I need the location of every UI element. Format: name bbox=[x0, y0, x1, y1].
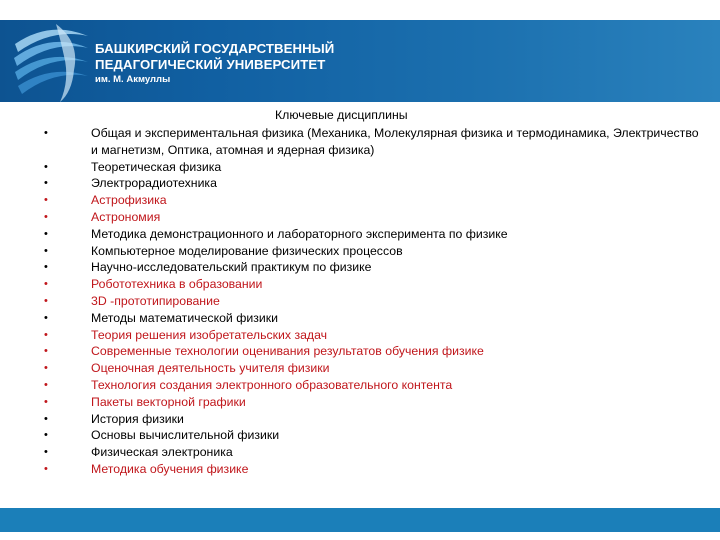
list-item bbox=[0, 159, 720, 176]
bullet-icon: • bbox=[44, 261, 48, 274]
bullet-icon: • bbox=[44, 395, 48, 408]
list-item bbox=[0, 209, 720, 226]
university-name-line2: ПЕДАГОГИЧЕСКИЙ УНИВЕРСИТЕТ bbox=[95, 57, 326, 72]
bullet-icon: • bbox=[44, 160, 48, 173]
list-item bbox=[0, 444, 720, 461]
footer-bar bbox=[0, 508, 720, 532]
list-item-text: 3D -прототипирование bbox=[91, 293, 220, 308]
university-name-line1: БАШКИРСКИЙ ГОСУДАРСТВЕННЫЙ bbox=[95, 41, 335, 56]
list-item-text: Астрономия bbox=[91, 209, 161, 224]
list-item bbox=[0, 125, 720, 159]
header-banner bbox=[0, 20, 720, 102]
list-item bbox=[0, 427, 720, 444]
bullet-icon: • bbox=[44, 446, 48, 459]
list-item-text: Теория решения изобретательских задач bbox=[91, 327, 328, 342]
bullet-icon: • bbox=[44, 378, 48, 391]
list-item bbox=[0, 343, 720, 360]
list-item-text: Компьютерное моделирование физических процессов bbox=[91, 243, 403, 258]
bullet-icon: • bbox=[44, 345, 48, 358]
list-item bbox=[0, 461, 720, 478]
list-item-text: Методы математической физики bbox=[91, 310, 278, 325]
list-item-text: История физики bbox=[91, 411, 184, 426]
list-item-text: Методика обучения физике bbox=[91, 461, 249, 476]
list-item bbox=[0, 327, 720, 344]
disciplines-list bbox=[0, 125, 720, 478]
list-item bbox=[0, 276, 720, 293]
bullet-icon: • bbox=[44, 412, 48, 425]
bullet-icon: • bbox=[44, 462, 48, 475]
list-item bbox=[0, 175, 720, 192]
list-item-text: Теоретическая физика bbox=[91, 159, 222, 174]
list-item bbox=[0, 293, 720, 310]
list-item bbox=[0, 411, 720, 428]
list-item-text: Физическая электроника bbox=[91, 445, 233, 460]
bullet-icon: • bbox=[44, 429, 48, 442]
slide-title: Ключевые дисциплины bbox=[275, 108, 408, 122]
list-item-text: Пакеты векторной графики bbox=[91, 394, 246, 409]
list-item bbox=[0, 377, 720, 394]
list-item bbox=[0, 394, 720, 411]
list-item bbox=[0, 310, 720, 327]
list-item bbox=[0, 192, 720, 209]
bullet-icon: • bbox=[44, 362, 48, 375]
list-item-text: Оценочная деятельность учителя физики bbox=[91, 361, 330, 376]
bullet-icon: • bbox=[44, 210, 48, 223]
list-item-text: Основы вычислительной физики bbox=[91, 428, 280, 443]
list-item-text: Робототехника в образовании bbox=[91, 277, 263, 292]
list-item bbox=[0, 226, 720, 243]
bullet-icon: • bbox=[44, 294, 48, 307]
bullet-icon: • bbox=[44, 194, 48, 207]
list-item-text: Электрорадиотехника bbox=[91, 176, 217, 191]
bullet-icon: • bbox=[44, 177, 48, 190]
bullet-icon: • bbox=[44, 311, 48, 324]
list-item-text: Технология создания электронного образовательного контента bbox=[91, 377, 453, 392]
bullet-icon: • bbox=[44, 328, 48, 341]
university-name-line3: им. М. Акмуллы bbox=[95, 74, 171, 85]
list-item-text: Современные технологии оценивания результатов обучения физике bbox=[91, 344, 484, 359]
list-item bbox=[0, 243, 720, 260]
list-item-text: Научно-исследовательский практикум по физике bbox=[91, 260, 372, 275]
bullet-icon: • bbox=[44, 227, 48, 240]
list-item bbox=[0, 259, 720, 276]
university-logo-icon bbox=[10, 22, 90, 102]
bullet-icon: • bbox=[44, 278, 48, 291]
bullet-icon: • bbox=[44, 244, 48, 257]
list-item bbox=[0, 360, 720, 377]
list-item-text: Астрофизика bbox=[91, 193, 167, 208]
list-item-text: Методика демонстрационного и лабораторного эксперимента по физике bbox=[91, 226, 508, 241]
list-item-text: Общая и экспериментальная физика (Механика, Молекулярная физика и термодинамика, Электричество и магнетизм, Оптика, атомная и ядерная физика) bbox=[91, 126, 699, 157]
bullet-icon: • bbox=[44, 127, 48, 139]
